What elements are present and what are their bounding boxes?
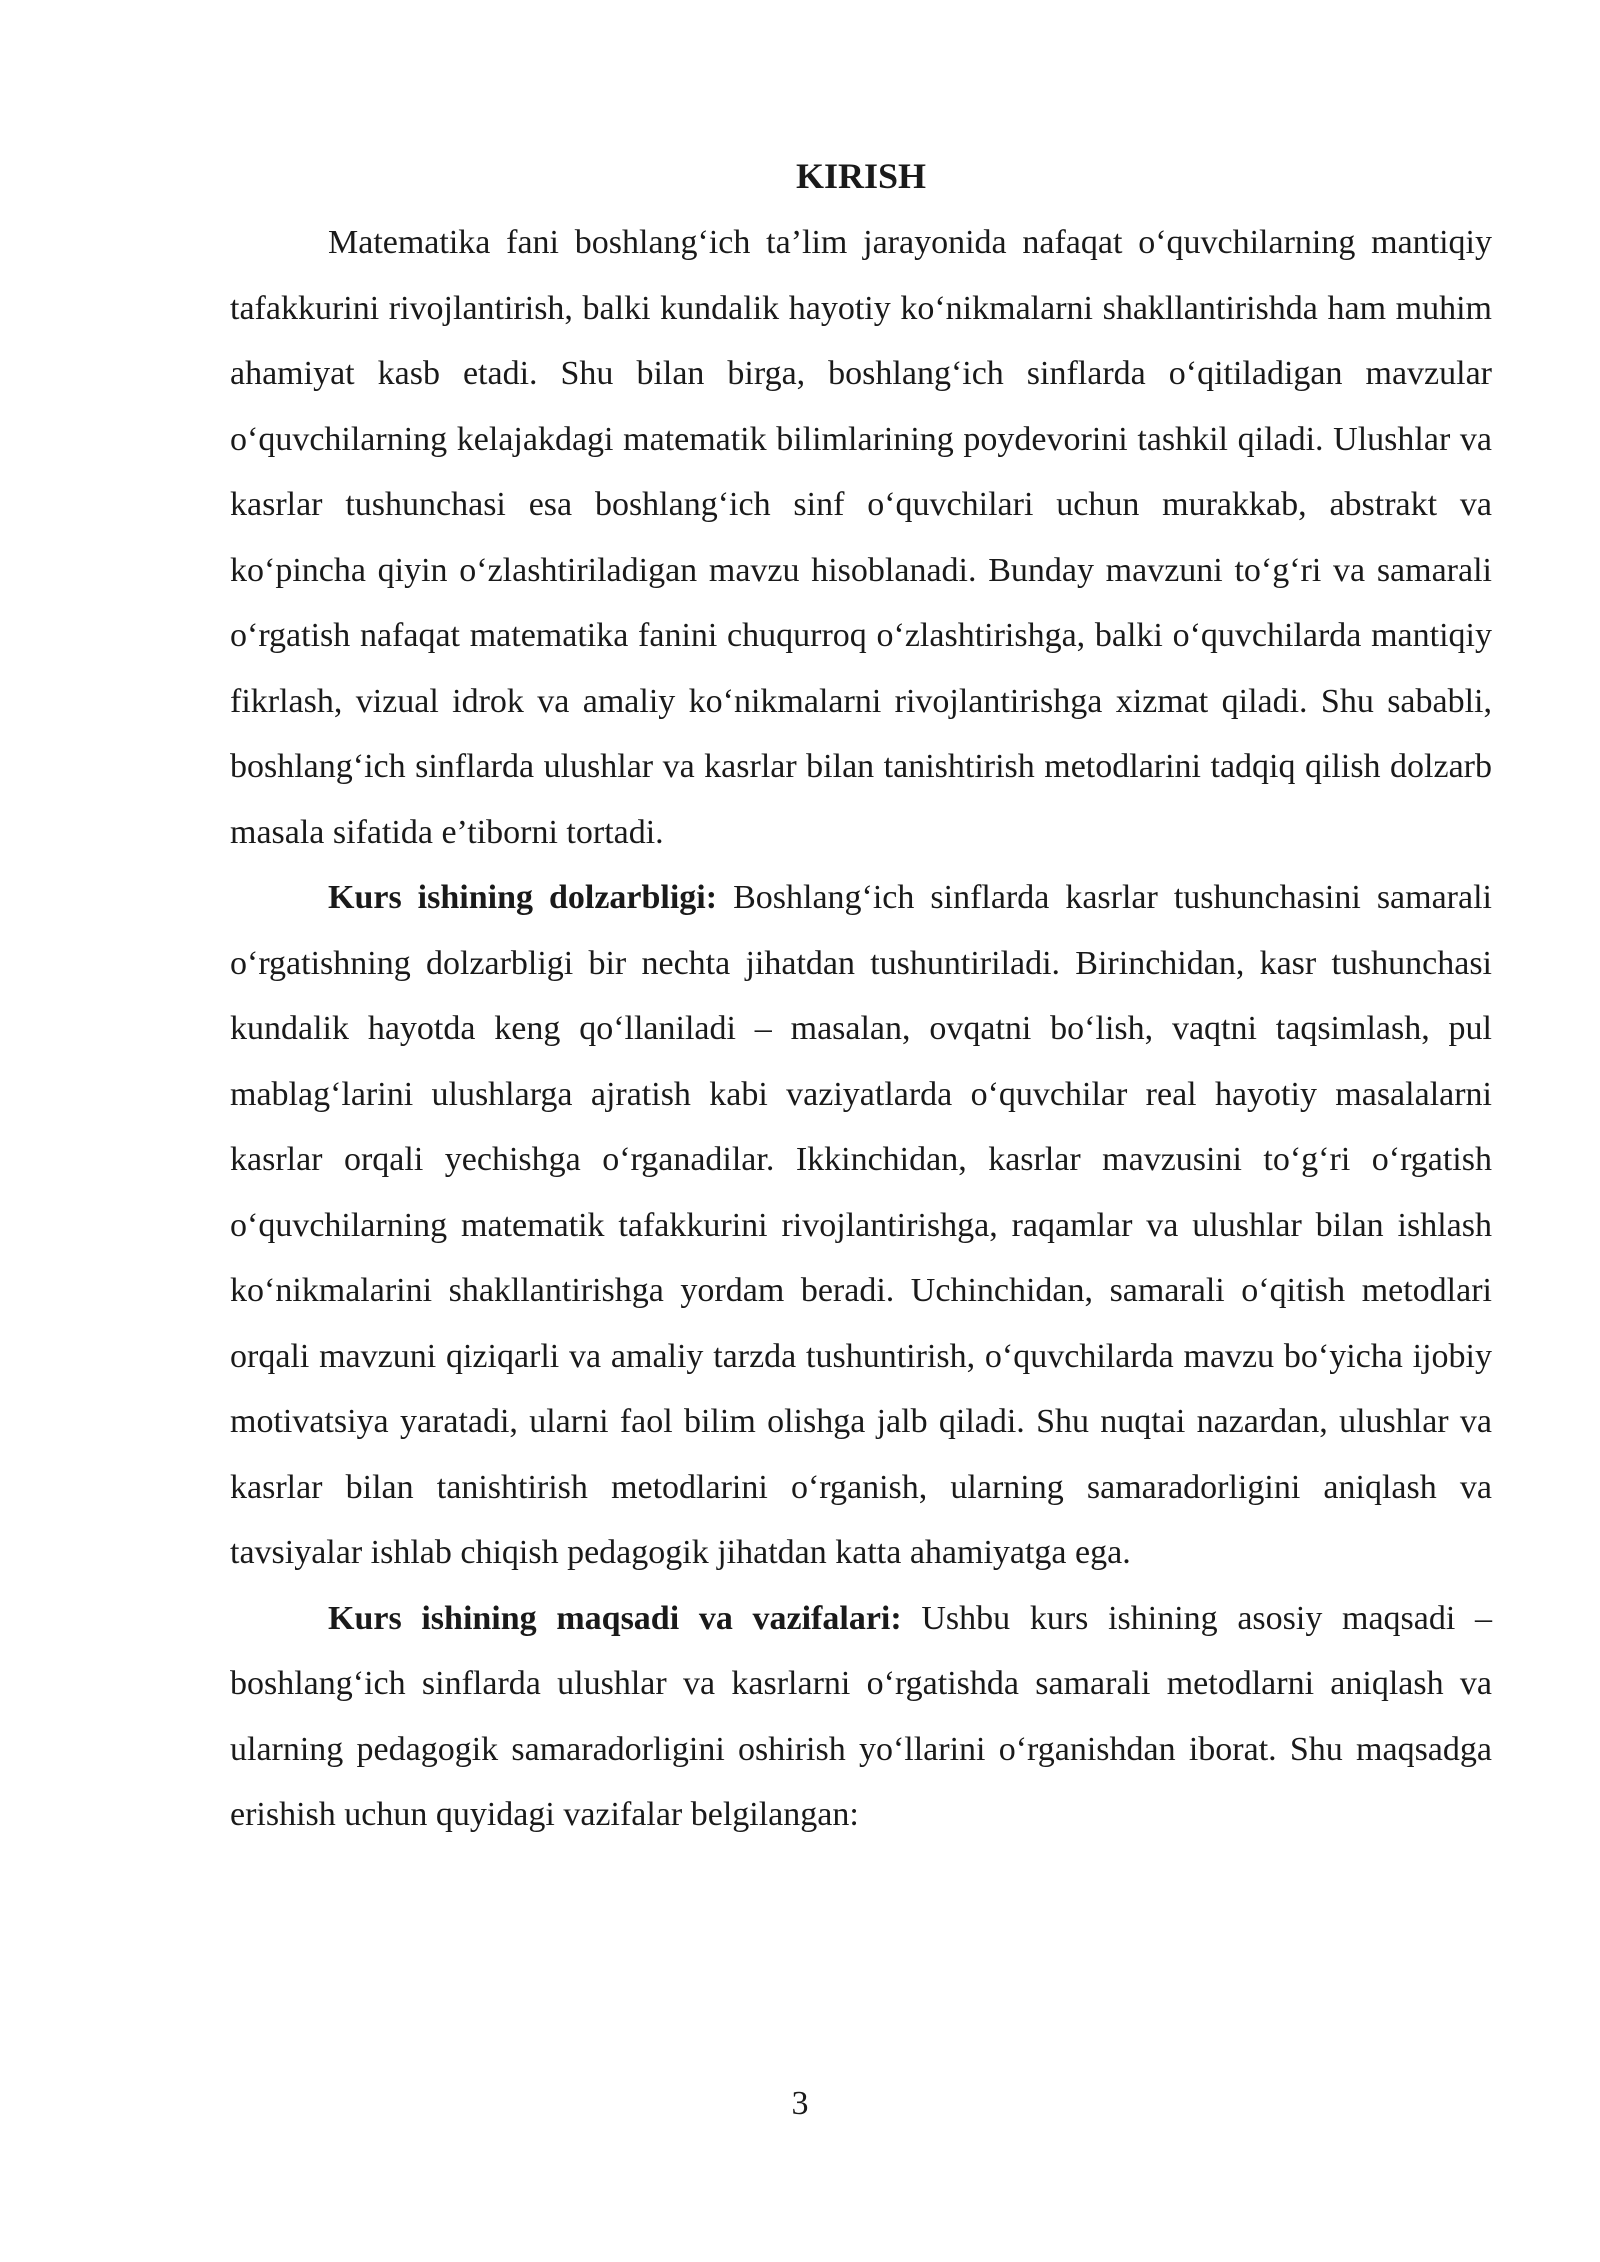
- goals-paragraph: [230, 1586, 1492, 1848]
- relevance-heading: Kurs ishining dolzarbligi:: [328, 879, 718, 916]
- document-page: [230, 148, 1492, 1848]
- relevance-paragraph-text: Boshlang‘ich sinflarda kasrlar tushunchasini samarali o‘rgatishning dolzarbligi bir nechta jihatdan tushuntiriladi. Birinchidan, kasr tushunchasi kundalik hayotda keng qo‘llaniladi – masalan, ovqatni bo‘lish, vaqtni taqsimlash, pul mablag‘larini ulushlarga ajratish kabi vaziyatlarda o‘quvchilar real hayotiy masalalarni kasrlar orqali yechishga o‘rganadilar. Ikkinchidan, kasrlar mavzusini to‘g‘ri o‘rgatish o‘quvchilarning matematik tafakkurini rivojlantirishga, raqamlar va ulushlar bilan ishlash ko‘nikmalarini shakllantirishga yordam beradi. Uchinchidan, samarali o‘qitish metodlari orqali mavzuni qiziqarli va amaliy tarzda tushuntirish, o‘quvchilarda mavzu bo‘yicha ijobiy motivatsiya yaratadi, ularni faol bilim olishga jalb qiladi. Shu nuqtai nazardan, ulushlar va kasrlar bilan tanishtirish metodlarini o‘rganish, ularning samaradorligini aniqlash va tavsiyalar ishlab chiqish pedagogik jihatdan katta ahamiyatga ega.: [230, 879, 1492, 1571]
- page-number: 3: [791, 2085, 809, 2122]
- relevance-paragraph: [230, 865, 1492, 1586]
- intro-paragraph: [230, 210, 1492, 865]
- intro-paragraph-text: Matematika fani boshlang‘ich ta’lim jarayonida nafaqat o‘quvchilarning mantiqiy tafakkurini rivojlantirish, balki kundalik hayotiy ko‘nikmalarni shakllantirishda ham muhim ahamiyat kasb etadi. Shu bilan birga, boshlang‘ich sinflarda o‘qitiladigan mavzular o‘quvchilarning kelajakdagi matematik bilimlarining poydevorini tashkil qiladi. Ulushlar va kasrlar tushunchasi esa boshlang‘ich sinf o‘quvchilari uchun murakkab, abstrakt va ko‘pincha qiyin o‘zlashtiriladigan mavzu hisoblanadi. Bunday mavzuni to‘g‘ri va samarali o‘rgatish nafaqat matematika fanini chuqurroq o‘zlashtirishga, balki o‘quvchilarda mantiqiy fikrlash, vizual idrok va amaliy ko‘nikmalarni rivojlantirishga xizmat qiladi. Shu sababli, boshlang‘ich sinflarda ulushlar va kasrlar bilan tanishtirish metodlarini tadqiq qilish dolzarb masala sifatida e’tiborni tortadi.: [230, 224, 1492, 851]
- goals-paragraph-text: Ushbu kurs ishining asosiy maqsadi – boshlang‘ich sinflarda ulushlar va kasrlarni o‘rgatishda samarali metodlarni aniqlash va ularning pedagogik samaradorligini oshirish yo‘llarini o‘rganishdan iborat. Shu maqsadga erishish uchun quyidagi vazifalar belgilangan:: [230, 1599, 1492, 1833]
- section-title: KIRISH: [795, 156, 927, 196]
- goals-heading: Kurs ishining maqsadi va vazifalari:: [328, 1599, 902, 1637]
